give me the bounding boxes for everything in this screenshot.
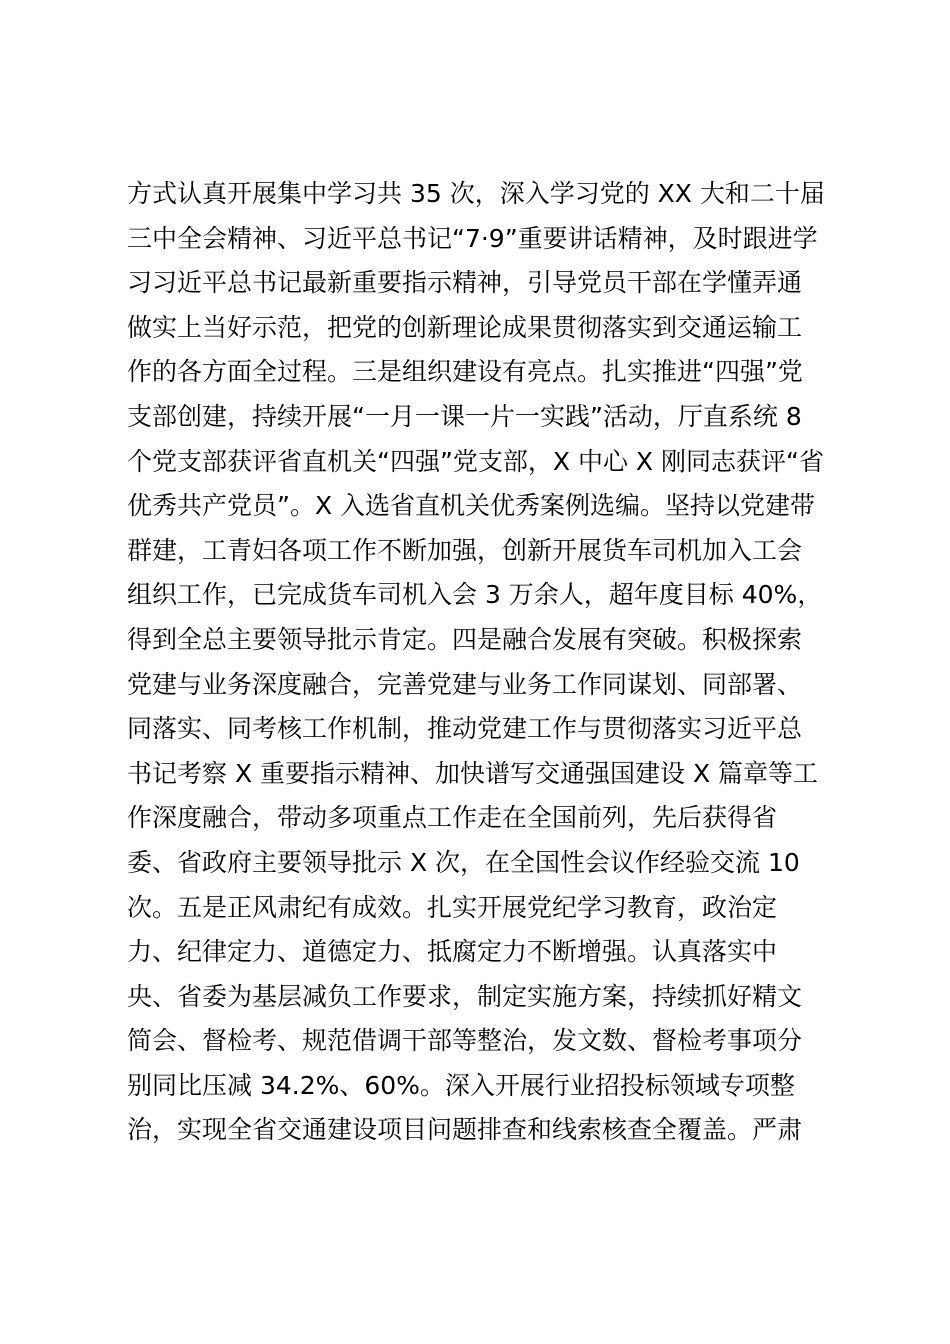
- text-line: 习习近平总书记最新重要指示精神，引导党员干部在学懂弄通: [127, 268, 803, 298]
- text-line: 简会、督检考、规范借调干部等整治，发文数、督检考事项分: [127, 1026, 803, 1056]
- text-line: 支部创建，持续开展“一月一课一片一实践”活动，厅直系统 8: [127, 401, 802, 431]
- text-line: 别同比压减 34.2%、60%。深入开展行业招投标领域专项整: [127, 1070, 795, 1100]
- text-line: 治，实现全省交通建设项目问题排查和线索核查全覆盖。严肃: [127, 1115, 803, 1145]
- text-line: 三中全会精神、习近平总书记“7·9”重要讲话精神，及时跟进学: [127, 223, 818, 253]
- text-line: 得到全总主要领导批示肯定。四是融合发展有突破。积极探索: [127, 624, 803, 654]
- text-line: 作深度融合，带动多项重点工作走在全国前列，先后获得省: [127, 803, 778, 833]
- text-line: 群建，工青妇各项工作不断加强，创新开展货车司机加入工会: [127, 535, 803, 565]
- text-line: 力、纪律定力、道德定力、抵腐定力不断增强。认真落实中: [127, 937, 778, 967]
- text-line: 央、省委为基层减负工作要求，制定实施方案，持续抓好精文: [127, 981, 803, 1011]
- text-line: 优秀共产党员”。X 入选省直机关优秀案例选编。坚持以党建带: [127, 491, 816, 521]
- text-line: 委、省政府主要领导批示 X 次，在全国性会议作经验交流 10: [127, 847, 800, 877]
- text-line: 党建与业务深度融合，完善党建与业务工作同谋划、同部署、: [127, 669, 803, 699]
- body-paragraph: [127, 172, 847, 1153]
- text-line: 方式认真开展集中学习共 35 次，深入学习党的 XX 大和二十届: [127, 179, 825, 208]
- text-line: 做实上当好示范，把党的创新理论成果贯彻落实到交通运输工: [127, 312, 803, 342]
- text-line: 个党支部获评省直机关“四强”党支部，X 中心 X 刚同志获评“省: [127, 446, 824, 476]
- text-line: 作的各方面全过程。三是组织建设有亮点。扎实推进“四强”党: [127, 357, 803, 387]
- text-line: 次。五是正风肃纪有成效。扎实开展党纪学习教育，政治定: [127, 892, 778, 922]
- text-line: 组织工作，已完成货车司机入会 3 万余人，超年度目标 40%，: [127, 580, 823, 610]
- text-line: 同落实、同考核工作机制，推动党建工作与贯彻落实习近平总: [127, 714, 803, 744]
- text-line: 书记考察 X 重要指示精神、加快谱写交通强国建设 X 篇章等工: [127, 758, 819, 788]
